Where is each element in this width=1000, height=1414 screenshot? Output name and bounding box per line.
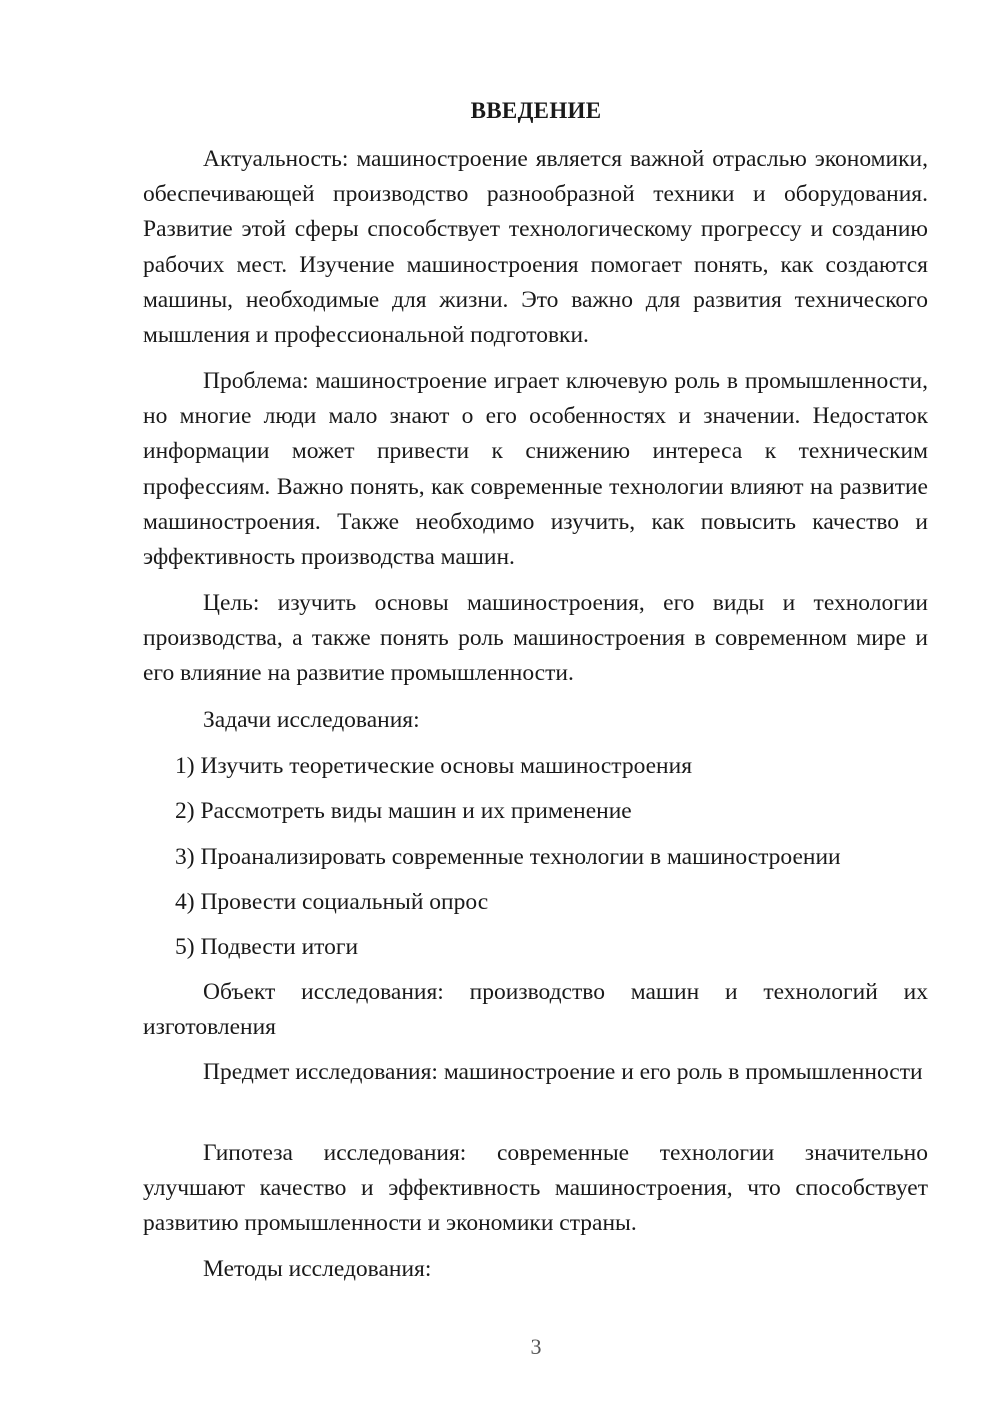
methods-heading: Методы исследования: (203, 1256, 432, 1282)
task-item-2: 2) Рассмотреть виды машин и их применение (175, 798, 632, 824)
page-number: 3 (530, 1334, 542, 1359)
paragraph-object: Объект исследования: производство машин и технологий их изготовления (143, 979, 928, 1041)
task-item-4: 4) Провести социальный опрос (175, 889, 489, 915)
task-item-3: 3) Проанализировать современные технологии в машиностроении (175, 844, 841, 870)
tasks-heading: Задачи исследования: (203, 707, 420, 733)
paragraph-relevance: Актуальность: машиностроение является важной отраслью экономики, обеспечивающей производство разнообразной техники и оборудования. Развитие этой сферы способствует технологическому прогрессу и созданию рабочих мест. Изучение машиностроения помогает понять, как создаются машины, необходимые для жизни. Это важно для развития технического мышления и профессиональной подготовки. (143, 146, 928, 349)
task-item-5: 5) Подвести итоги (175, 934, 359, 960)
task-item-1: 1) Изучить теоретические основы машиностроения (175, 753, 692, 779)
paragraph-problem: Проблема: машиностроение играет ключевую роль в промышленности, но многие люди мало знают о его особенностях и значении. Недостаток информации может привести к снижению интереса к техническим профессиям. Важно понять, как современные технологии влияют на развитие машиностроения. Также необходимо изучить, как повысить качество и эффективность производства машин. (143, 368, 928, 571)
page-title: ВВЕДЕНИЕ (470, 98, 602, 123)
paragraph-subject: Предмет исследования: машиностроение и его роль в промышленности (203, 1059, 923, 1085)
paragraph-goal: Цель: изучить основы машиностроения, его виды и технологии производства, а также понять роль машиностроения в современном мире и его влияние на развитие промышленности. (143, 590, 928, 687)
paragraph-hypothesis: Гипотеза исследования: современные технологии значительно улучшают качество и эффективность машиностроения, что способствует развитию промышленности и экономики страны. (143, 1140, 928, 1237)
